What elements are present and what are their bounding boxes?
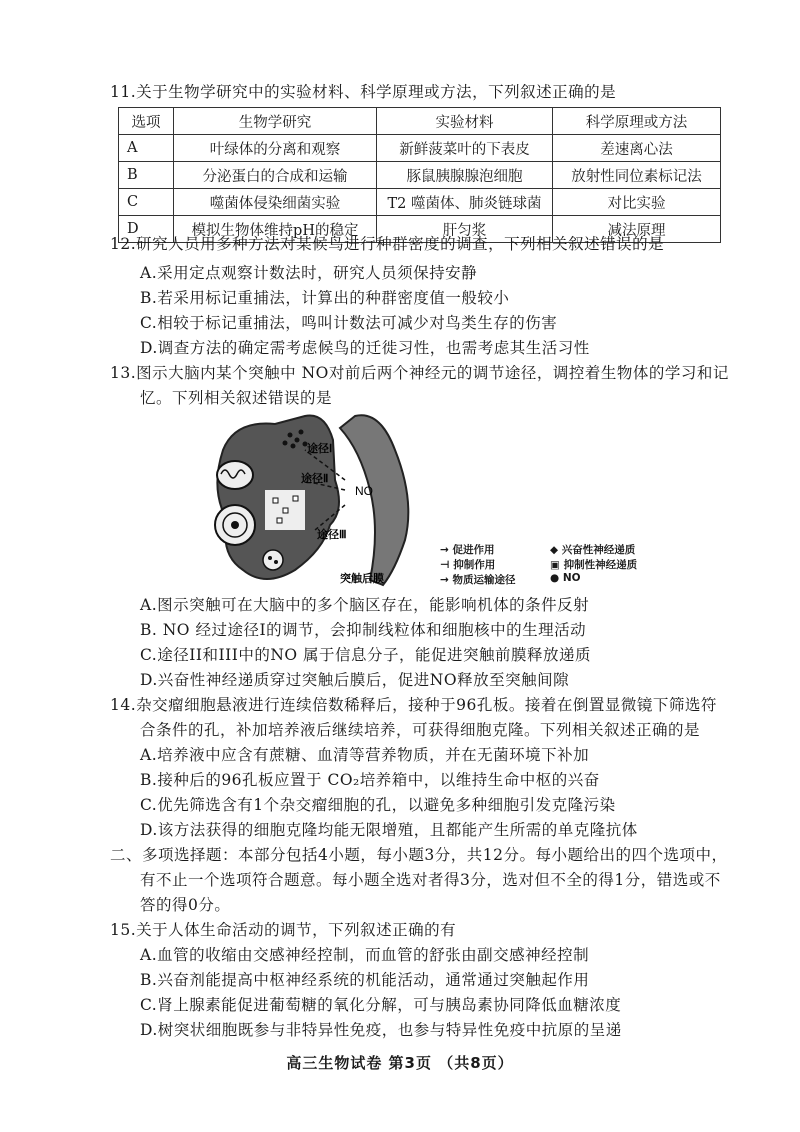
table-cell: 叶绿体的分离和观察 <box>174 135 377 162</box>
q15-stem: 15.关于人体生命活动的调节，下列叙述正确的有 <box>110 921 457 939</box>
table-row <box>119 162 721 189</box>
legend-col-left <box>440 542 550 586</box>
table-row <box>119 135 721 162</box>
table-cell: 模拟生物体维持pH的稳定 <box>174 216 377 243</box>
table-header-row <box>119 108 721 135</box>
q12-option-b: B.若采用标记重捕法，计算出的种群密度值一般较小 <box>140 289 510 307</box>
table-cell: B <box>119 162 174 189</box>
q12-stem: 12.研究人员用多种方法对某候鸟进行种群密度的调查，下列相关叙述错误的是 <box>110 235 665 253</box>
table-cell: 肝匀浆 <box>377 216 553 243</box>
q15-option-b: B.兴奋剂能提高中枢神经系统的机能活动，通常通过突触起作用 <box>140 971 590 989</box>
legend-item: ⊣ 抑制作用 <box>440 559 496 571</box>
q14-option-b: B.接种后的96孔板应置于 CO₂培养箱中，以维持生命中枢的兴奋 <box>140 771 600 789</box>
section2-line2: 有不止一个选项符合题意。每小题全选对者得3分，选对但不全的得1分，错选或不 <box>140 871 721 889</box>
section2-line3: 答的得0分。 <box>140 896 231 914</box>
legend-item: → 促进作用 <box>440 544 495 556</box>
legend-item: ▣ 抑制性神经递质 <box>550 559 638 571</box>
synapse-diagram <box>205 410 435 590</box>
mitochondrion <box>217 461 253 489</box>
table-header: 科学原理或方法 <box>553 108 721 135</box>
postsynaptic-label: 突触后膜 <box>340 573 384 585</box>
q14-option-d: D.该方法获得的细胞克隆均能无限增殖，且都能产生所需的单克隆抗体 <box>140 821 638 839</box>
q12-option-a: A.采用定点观察计数法时，研究人员须保持安静 <box>140 264 478 282</box>
q14-option-a: A.培养液中应含有蔗糖、血清等营养物质，并在无菌环境下补加 <box>140 746 590 764</box>
legend-item: ● NO <box>550 572 581 584</box>
table-header: 选项 <box>119 108 174 135</box>
table-header: 生物学研究 <box>174 108 377 135</box>
table-row <box>119 189 721 216</box>
q12-option-d: D.调查方法的确定需考虑候鸟的迁徙习性，也需考虑其生活习性 <box>140 339 590 357</box>
table-cell: D <box>119 216 174 243</box>
q12-option-c: C.相较于标记重捕法，鸣叫计数法可减少对鸟类生存的伤害 <box>140 314 558 332</box>
table-cell: 减法原理 <box>553 216 721 243</box>
q13-stem-line1: 13.图示大脑内某个突触中 NO对前后两个神经元的调节途径，调控着生物体的学习和记 <box>110 364 729 382</box>
q11-stem: 11.关于生物学研究中的实验材料、科学原理或方法，下列叙述正确的是 <box>110 83 617 101</box>
table-cell: 差速离心法 <box>553 135 721 162</box>
q14-stem-line2: 合条件的孔，补加培养液后继续培养，可获得细胞克隆。下列相关叙述正确的是 <box>140 721 701 739</box>
q13-option-a: A.图示突触可在大脑中的多个脑区存在，能影响机体的条件反射 <box>140 596 590 614</box>
q15-option-a: A.血管的收缩由交感神经控制，而血管的舒张由副交感神经控制 <box>140 946 590 964</box>
q13-option-c: C.途径II和III中的NO 属于信息分子，能促进突触前膜释放递质 <box>140 646 592 664</box>
section2-line1: 二、多项选择题：本部分包括4小题，每小题3分，共12分。每小题给出的四个选项中， <box>110 846 728 864</box>
table-cell: 对比实验 <box>553 189 721 216</box>
q14-stem-line1: 14.杂交瘤细胞悬液进行连续倍数稀释后，接种于96孔板。接着在倒置显微镜下筛选符 <box>110 696 717 714</box>
q15-option-c: C.肾上腺素能促进葡萄糖的氧化分解，可与胰岛素协同降低血糖浓度 <box>140 996 622 1014</box>
table-cell: 新鲜菠菜叶的下表皮 <box>377 135 553 162</box>
path1-label: 途径Ⅰ <box>307 443 333 455</box>
path2-label: 途径Ⅱ <box>301 473 329 485</box>
no-label: NO <box>355 484 373 498</box>
q13-stem-line2: 忆。下列相关叙述错误的是 <box>140 389 333 407</box>
page-footer: 高三生物试卷 第3页 （共8页） <box>286 1054 514 1072</box>
postsynaptic-neuron <box>340 415 408 585</box>
legend-item: → 物质运输途径 <box>440 574 516 586</box>
path3-label: 途径Ⅲ <box>317 529 347 541</box>
q11-table <box>118 107 721 243</box>
table-cell: 放射性同位素标记法 <box>553 162 721 189</box>
table-cell: T2 噬菌体、肺炎链球菌 <box>377 189 553 216</box>
q14-option-c: C.优先筛选含有1个杂交瘤细胞的孔，以避免多种细胞引发克隆污染 <box>140 796 616 814</box>
table-cell: 分泌蛋白的合成和运输 <box>174 162 377 189</box>
q15-option-d: D.树突状细胞既参与非特异性免疫，也参与特异性免疫中抗原的呈递 <box>140 1021 622 1039</box>
legend-col-right <box>550 542 660 584</box>
table-cell: A <box>119 135 174 162</box>
q13-option-d: D.兴奋性神经递质穿过突触后膜后，促进NO释放至突触间隙 <box>140 671 570 689</box>
vesicle <box>263 550 283 570</box>
table-cell: 豚鼠胰腺腺泡细胞 <box>377 162 553 189</box>
table-cell: 噬菌体侵染细菌实验 <box>174 189 377 216</box>
table-header: 实验材料 <box>377 108 553 135</box>
table-cell: C <box>119 189 174 216</box>
q13-option-b: B. NO 经过途径Ⅰ的调节，会抑制线粒体和细胞核中的生理活动 <box>140 621 587 639</box>
legend-item: ◆ 兴奋性神经递质 <box>550 544 636 556</box>
